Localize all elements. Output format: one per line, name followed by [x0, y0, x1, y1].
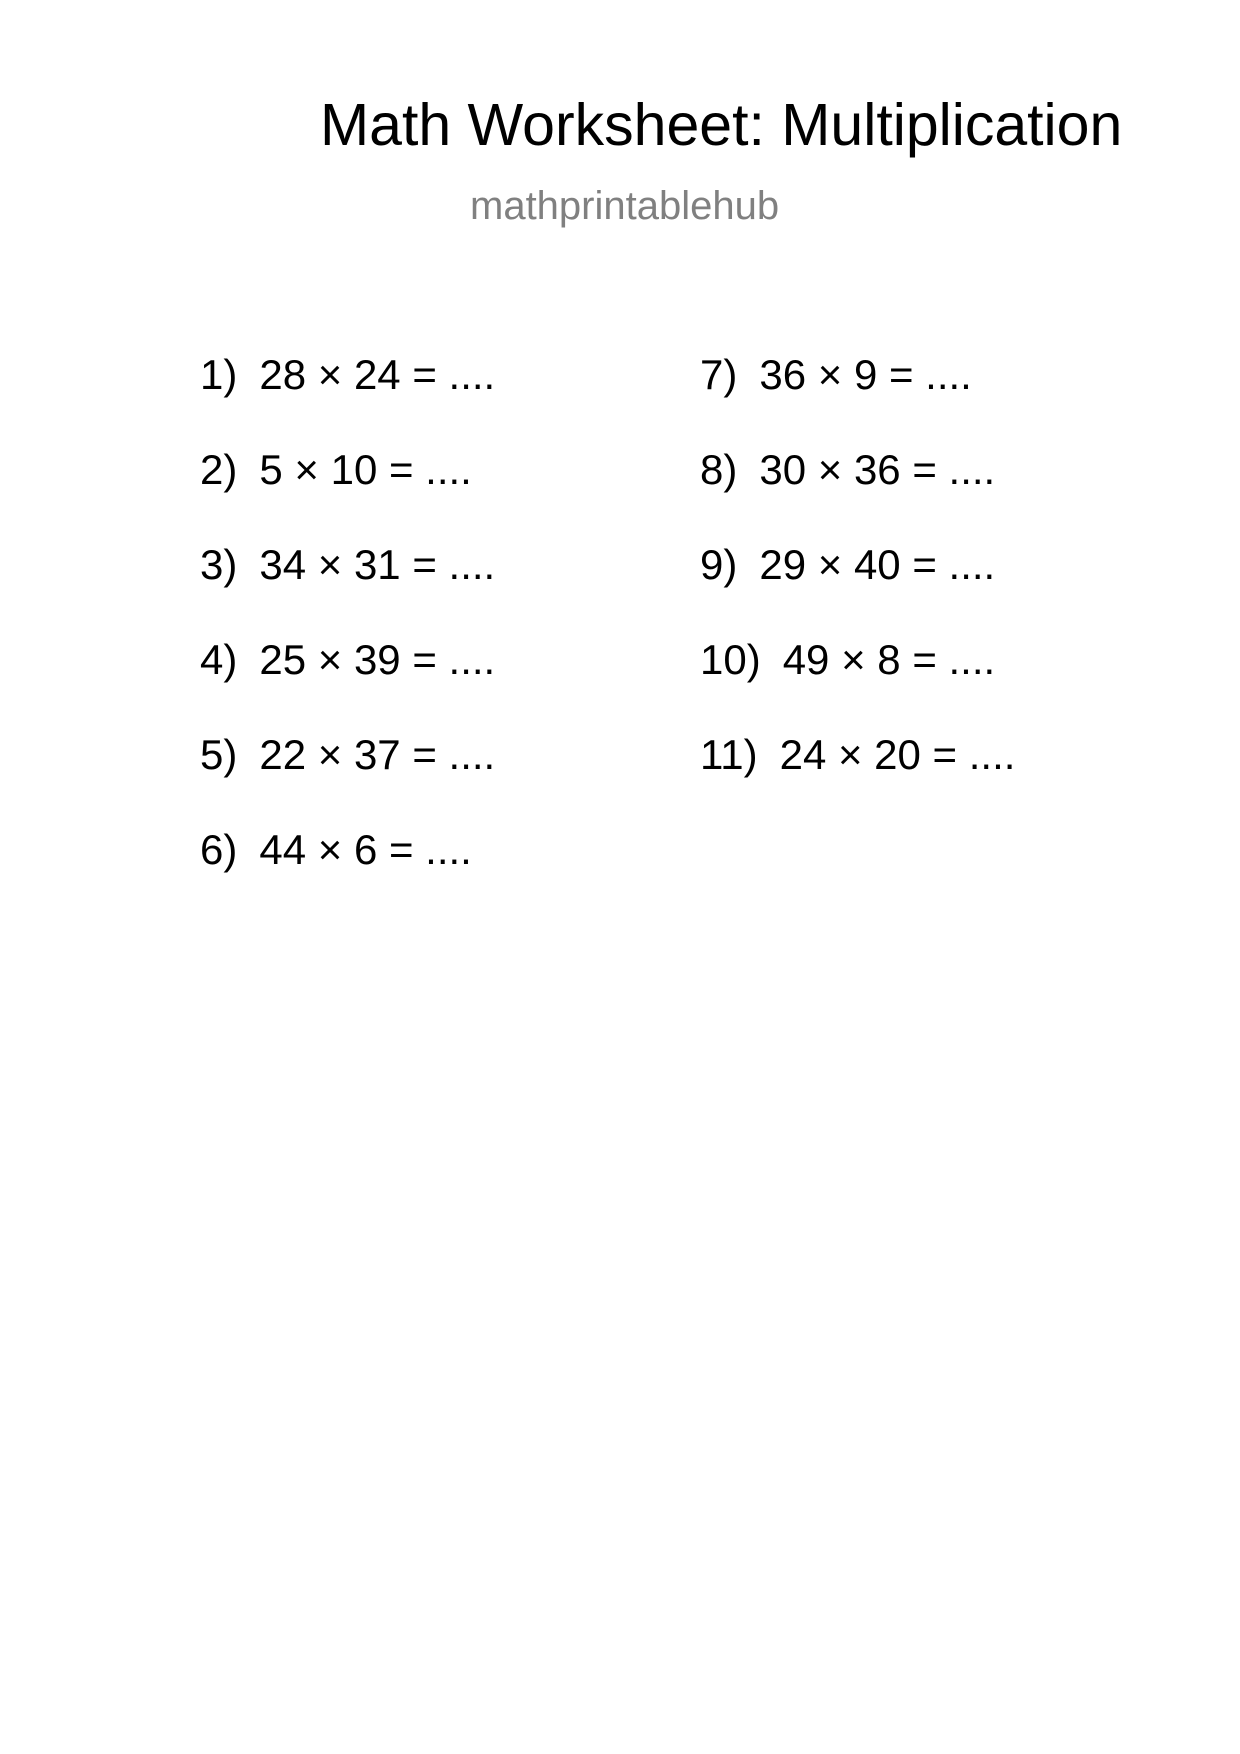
- problem-expression: 5 × 10 = ....: [259, 446, 472, 493]
- problem-column-left: [200, 351, 496, 924]
- problem-expression: 36 × 9 = ....: [759, 351, 972, 398]
- problem-item: [700, 541, 1015, 639]
- problem-expression: 44 × 6 = ....: [259, 826, 472, 873]
- problem-expression: 29 × 40 = ....: [759, 541, 996, 588]
- problem-number: 1): [200, 351, 238, 398]
- problem-item: [700, 446, 1015, 544]
- problem-column-right: [700, 351, 1016, 829]
- problem-expression: 30 × 36 = ....: [759, 446, 996, 493]
- problem-number: 8): [700, 446, 738, 493]
- problem-expression: 22 × 37 = ....: [259, 731, 496, 778]
- problem-item: [700, 351, 1015, 449]
- page-title: Math Worksheet: Multiplication: [320, 92, 1123, 158]
- problem-number: 2): [200, 446, 238, 493]
- problem-expression: 25 × 39 = ....: [259, 636, 496, 683]
- problem-item: [700, 731, 1016, 829]
- problem-expression: 24 × 20 = ....: [779, 731, 1016, 778]
- site-name: mathprintablehub: [470, 184, 780, 228]
- problem-number: 7): [700, 351, 738, 398]
- problem-number: 6): [200, 826, 238, 873]
- problem-item: [200, 541, 496, 639]
- problem-expression: 49 × 8 = ....: [782, 636, 996, 683]
- problem-number: 10): [700, 636, 761, 683]
- problem-number: 4): [200, 636, 238, 683]
- problem-number: 3): [200, 541, 238, 588]
- problem-item: [200, 636, 496, 734]
- problem-number: 9): [700, 541, 738, 588]
- problem-item: [200, 826, 495, 924]
- problem-item: [200, 351, 496, 449]
- problem-expression: 34 × 31 = ....: [259, 541, 496, 588]
- problem-expression: 28 × 24 = ....: [259, 351, 496, 398]
- problem-item: [200, 731, 496, 829]
- problem-number: 5): [200, 731, 238, 778]
- problem-item: [700, 636, 1015, 734]
- problem-item: [200, 446, 495, 544]
- problem-number: 11): [700, 731, 758, 778]
